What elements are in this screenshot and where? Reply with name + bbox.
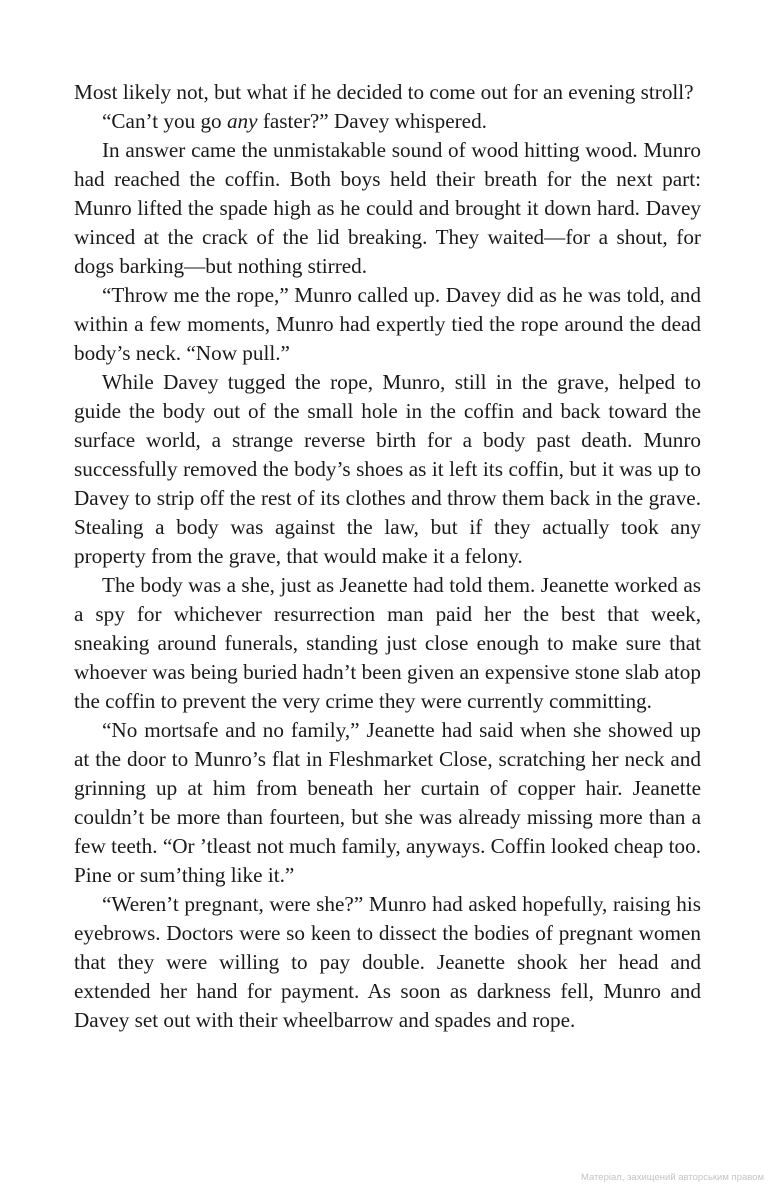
paragraph-1 [74, 78, 701, 107]
paragraph-text: faster?” Davey whispered. [257, 109, 487, 133]
paragraph-text: In answer came the unmistakable sound of wood hitting wood. Munro had reached the coffin. Both boys held their breath for the next part: Munro lifted the spade high as he could and brought it down hard. Davey winced at the crack of the lid breaking. They waited—for a shout, for dogs barking—but nothing stirred. [74, 138, 701, 278]
paragraph-5 [74, 368, 701, 571]
paragraph-4 [74, 281, 701, 368]
paragraph-text: Most likely not, but what if he decided to come out for an evening stroll? [74, 80, 694, 104]
paragraph-3 [74, 136, 701, 281]
paragraph-text: The body was a she, just as Jeanette had told them. Jeanette worked as a spy for whichever resurrection man paid her the best that week, sneaking around funerals, standing just close enough to make sure that whoever was being buried hadn’t been given an expensive stone slab atop the coffin to prevent the very crime they were currently committing. [74, 573, 701, 713]
paragraph-text: “Weren’t pregnant, were she?” Munro had asked hopefully, raising his eyebrows. Doctors were so keen to dissect the bodies of pregnant women that they were willing to pay double. Jeanette shook her head and extended her hand for payment. As soon as darkness fell, Munro and Davey set out with their wheelbarrow and spades and rope. [74, 892, 701, 1032]
paragraph-7 [74, 716, 701, 890]
paragraph-text: “Can’t you go [102, 109, 227, 133]
paragraph-8 [74, 890, 701, 1035]
paragraph-text: While Davey tugged the rope, Munro, still in the grave, helped to guide the body out of the small hole in the coffin and back toward the surface world, a strange reverse birth for a body past death. Munro successfully removed the body’s shoes as it left its coffin, but it was up to Davey to strip off the rest of its clothes and throw them back in the grave. Stealing a body was against the law, but if they actually took any property from the grave, that would make it a felony. [74, 370, 701, 568]
copyright-watermark: Матеріал, захищений авторським правом [580, 1172, 764, 1183]
paragraph-text: “No mortsafe and no family,” Jeanette had said when she showed up at the door to Munro’s flat in Fleshmarket Close, scratching her neck and grinning up at him from beneath her curtain of copper hair. Jeanette couldn’t be more than fourteen, but she was already missing more than a few teeth. “Or ’tleast not much family, anyways. Coffin looked cheap too. Pine or sum’thing like it.” [74, 718, 701, 887]
paragraph-text: “Throw me the rope,” Munro called up. Davey did as he was told, and within a few moments, Munro had expertly tied the rope around the dead body’s neck. “Now pull.” [74, 283, 701, 365]
paragraph-2 [74, 107, 701, 136]
book-page-body [74, 78, 701, 1035]
paragraph-6 [74, 571, 701, 716]
italic-emphasis: any [226, 109, 258, 133]
